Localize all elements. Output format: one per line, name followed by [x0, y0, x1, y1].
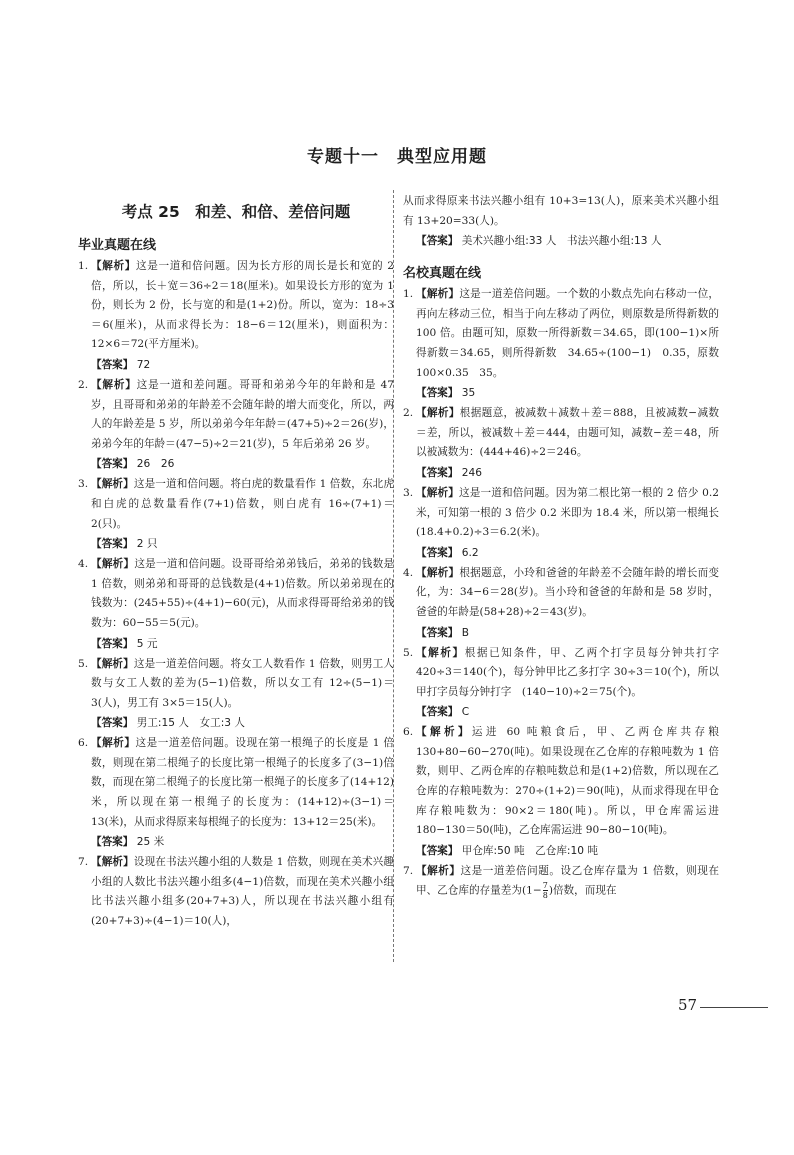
- question-number: 3.: [78, 478, 89, 491]
- answer-value: 72: [136, 358, 151, 371]
- analysis-label: 【解析】: [416, 486, 460, 499]
- question-text: [91, 853, 394, 931]
- question-text: [416, 723, 719, 841]
- question-text-part: 这是一道差倍问题。一个数的小数点先向右移动一位，再向左移动三位，相当于向左移动了两位，则原数是所得新数的 100 倍。由题可知，原数一所得新数＝34.65，即(100−1)×所得新数＝34.65，则所得新数 34.65÷(100−1) 0.35，原数 100×0.35 35。: [416, 288, 730, 379]
- question-text-part: 这是一道差倍问题。设现在第一根绳子的长度是 1 倍数，则现在第二根绳子的长度比第一根绳子的长度多了(3−1)倍数，而现在第二根绳子的长度比第一根绳子的长度多了(14+12)米，所以现在第一根绳子的长度为：(14+12)÷(3−1)＝13(米)，从而求得原来每根绳子的长度为：13+12＝25(米)。: [91, 737, 394, 828]
- answer-line: [78, 454, 394, 475]
- question-text: [416, 564, 719, 623]
- answer-label: 【答案】: [91, 637, 134, 650]
- question-text-part: 这是一道差倍问题。将女工人数看作 1 倍数，则男工人数与女工人数的差为(5−1)倍数，所以女工有 12÷(5−1)＝3(人)，男工有 3×5＝15(人)。: [91, 657, 394, 709]
- question-text-part: 这是一道和倍问题。因为长方形的周长是长和宽的 2 倍，所以，长＋宽＝36÷2＝18(厘米)。如果设长方形的宽为 1 份，则长为 2 份，长与宽的和是(1+2)份。所以，宽为：18÷3＝6(厘米)，从而求得长为：18−6＝12(厘米)，则面积为：12×6＝72(平方厘米)。: [91, 260, 395, 351]
- question-number: 7.: [78, 856, 89, 869]
- answer-line: [78, 355, 394, 376]
- question-text: [91, 555, 394, 633]
- answer-value: 35: [461, 387, 476, 400]
- section-graduation: 毕业真题在线: [78, 238, 157, 253]
- question-item: [78, 475, 394, 534]
- fraction: [543, 881, 548, 900]
- question-continuation: 从而求得原来书法兴趣小组有 10+3=13(人)，原来美术兴趣小组有 13+20=33(人)。: [403, 195, 719, 227]
- question-item: [78, 376, 394, 454]
- analysis-label: 【解析】: [91, 856, 134, 869]
- answer-label: 【答案】: [416, 626, 459, 639]
- answer-line: [403, 702, 719, 723]
- question-number: 5.: [78, 657, 89, 670]
- analysis-label: 【解析】: [91, 378, 137, 391]
- question-item: [78, 655, 394, 714]
- section-school: 名校真题在线: [403, 266, 482, 282]
- analysis-label: 【解析】: [416, 566, 460, 579]
- question-item: [403, 285, 730, 383]
- answer-label: 【答案】: [91, 836, 134, 849]
- analysis-label: 【解析】: [416, 407, 460, 420]
- answer-label: 【答案】: [416, 546, 459, 559]
- answer-line: [78, 534, 394, 555]
- answer-value: 甲仓库:50 吨 乙仓库:10 吨: [461, 844, 598, 857]
- question-text-part: 根据题意，小玲和爸爸的年龄差不会随年龄的增长而变化，为：34−6＝28(岁)。当小玲和爸爸的年龄和是 58 岁时，爸爸的年龄是(58+28)÷2＝43(岁)。: [416, 566, 720, 618]
- answer-value: B: [461, 626, 470, 639]
- answer-label: 【答案】: [91, 717, 134, 730]
- answer-value: 25 米: [136, 836, 165, 849]
- question-item: [78, 257, 394, 355]
- analysis-label: 【解析】: [91, 558, 135, 571]
- page-title: 专题十一 典型应用题: [307, 147, 487, 167]
- question-number: 4.: [403, 566, 414, 579]
- kaodian-title: 考点 25 和差、和倍、差倍问题: [121, 203, 351, 221]
- answer-line: [403, 623, 719, 644]
- question-item: [78, 734, 394, 832]
- question-text: [416, 404, 719, 463]
- question-number: 5.: [403, 646, 414, 659]
- question-text-part: 根据已知条件，甲、乙两个打字员每分钟共打字 420÷3＝140(个)，每分钟甲比乙多打字 30÷3＝10(个)，所以甲打字员每分钟打字 (140−10)÷2＝75(个)。: [416, 646, 719, 698]
- answer-label: 【答案】: [416, 387, 459, 400]
- answer-line: [78, 634, 394, 655]
- answer-line: [78, 832, 394, 853]
- analysis-label: 【解析】: [91, 478, 134, 491]
- answer-value: 男工:15 人 女工:3 人: [136, 717, 245, 730]
- question-text: [91, 734, 394, 832]
- answer-label: 【答案】: [91, 458, 134, 471]
- analysis-label: 【解析】: [416, 646, 465, 659]
- answer-line: [403, 383, 719, 404]
- question-item: [403, 564, 719, 623]
- left-column: [78, 192, 394, 932]
- question-text: [91, 655, 394, 714]
- question-text: [416, 484, 719, 543]
- answer-label: 【答案】: [91, 358, 134, 371]
- answer-line: [403, 543, 719, 564]
- answer-label: 【答案】: [91, 538, 134, 551]
- question-text: [416, 644, 719, 703]
- question-text-part: 这是一道和倍问题。将白虎的数量看作 1 倍数，东北虎和白虎的总数量看作(7+1)倍数，则白虎有 16÷(7+1)＝2(只)。: [91, 478, 394, 530]
- question-item: [403, 862, 719, 902]
- question-number: 7.: [403, 864, 414, 877]
- question-text-part: 运进 60 吨粮食后，甲、乙两仓库共存粮 130+80−60−270(吨)。如果设现在乙仓库的存粮吨数为 1 倍数，则甲、乙两仓库的存粮吨数总和是(1+2)倍数，所以现在乙仓库的存粮吨数为：270÷(1+2)＝90(吨)，从而求得现在甲仓库存粮吨数为：90×2＝180(吨)。所以，甲仓库需运进 180−130＝50(吨)，乙仓库需运进 90−80−10(吨)。: [416, 726, 720, 837]
- right-question-list: [403, 285, 730, 862]
- fraction-denominator: 8: [542, 891, 548, 901]
- analysis-label: 【解析】: [416, 288, 460, 301]
- answer-label: 【答案】: [416, 844, 459, 857]
- answer-value: 246: [461, 466, 482, 479]
- question-number: 2.: [78, 378, 89, 391]
- question-number: 3.: [403, 486, 414, 499]
- answer-line: [403, 231, 719, 252]
- question-number: 1.: [78, 260, 89, 272]
- question-text: [416, 285, 730, 383]
- answer-value: C: [461, 706, 470, 719]
- question-item: [403, 404, 719, 463]
- answer-label: 【答案】: [416, 466, 459, 479]
- answer-value: 2 只: [136, 538, 158, 551]
- question-text: 【解析】这是一道差倍问题。设乙仓库存量为 1 倍数，则现在甲、乙仓库的存量差为(1− $\frac{7}{8}$ )倍数，而现在: [416, 864, 719, 901]
- question-item: [78, 555, 394, 633]
- page-number: 57: [678, 996, 698, 1014]
- answer-line: [78, 713, 394, 734]
- answer-label: 【答案】: [416, 706, 459, 719]
- question-text-part: 倍数，而现在: [552, 884, 617, 897]
- left-question-list: [78, 257, 394, 932]
- question-text-part: 这是一道和倍问题。因为第二根比第一根的 2 倍少 0.2 米，可知第一根的 3 倍少 0.2 米即为 18.4 米，所以第一根绳长(18.4+0.2)÷3＝6.2(米)。: [416, 486, 719, 539]
- question-text: [91, 257, 394, 355]
- question-text-part: 设现在书法兴趣小组的人数是 1 倍数，则现在美术兴趣小组的人数比书法兴趣小组多(4−1)倍数，而现在美术兴趣小组比书法兴趣小组多(20+7+3)人，所以现在书法兴趣小组有(20+7+3)÷(4−1)＝10(人)，: [91, 856, 394, 928]
- answer-value: 美术兴趣小组:33 人 书法兴趣小组:13 人: [461, 235, 662, 248]
- question-number: 2.: [403, 407, 414, 420]
- question-number: 4.: [78, 558, 89, 571]
- analysis-label: 【解析】: [91, 657, 134, 670]
- analysis-label: 【解析】: [91, 737, 136, 750]
- answer-line: [403, 841, 719, 862]
- fraction-whole: 1: [526, 884, 533, 897]
- page-number-rule: [700, 1007, 768, 1008]
- question-text-part: 这是一道和倍问题。设哥哥给弟弟钱后，弟弟的钱数是 1 倍数，则弟弟和哥哥的总钱数是(4+1)倍数。所以弟弟现在的钱数为：(245+55)÷(4+1)−60(元)，从而求得哥哥给弟弟的钱数为：60−55＝5(元)。: [91, 558, 395, 629]
- analysis-label: 【解析】: [416, 726, 472, 739]
- answer-value: 6.2: [461, 546, 479, 559]
- fraction-numerator: 7: [542, 881, 548, 891]
- question-text-part: 这是一道差倍问题。设乙仓库存量为 1 倍数，则现在甲、乙仓库的存量差为: [416, 864, 719, 897]
- analysis-label: 【解析】: [91, 260, 136, 272]
- answer-label: 【答案】: [416, 235, 459, 248]
- question-item: [403, 644, 719, 703]
- question-item: [403, 484, 719, 543]
- question-item: [403, 723, 719, 841]
- question-number: 6.: [78, 737, 89, 750]
- question-text-part: 这是一道和差问题。哥哥和弟弟今年的年龄和是 47 岁，且哥哥和弟弟的年龄差不会随年龄的增大而变化，所以，两人的年龄差是 5 岁，所以弟弟今年年龄＝(47+5)÷2＝26(岁)，弟弟今年的年龄＝(47−5)÷2＝21(岁)，5 年后弟弟 26 岁。: [91, 378, 394, 450]
- answer-value: 26 26: [136, 458, 175, 471]
- answer-line: [403, 463, 719, 484]
- question-item: [78, 853, 394, 931]
- question-text: [91, 376, 394, 454]
- analysis-label: 【解析】: [416, 864, 461, 877]
- question-text-part: 根据题意，被减数＋减数＋差＝888，且被减数−减数＝差，所以，被减数＋差＝444，由题可知，减数−差＝48，所以被减数为：(444+46)÷2＝246。: [416, 407, 719, 459]
- question-text: [91, 475, 394, 534]
- answer-value: 5 元: [136, 637, 158, 650]
- right-column: [403, 192, 730, 902]
- question-number: 6.: [403, 726, 414, 739]
- question-number: 1.: [403, 288, 414, 301]
